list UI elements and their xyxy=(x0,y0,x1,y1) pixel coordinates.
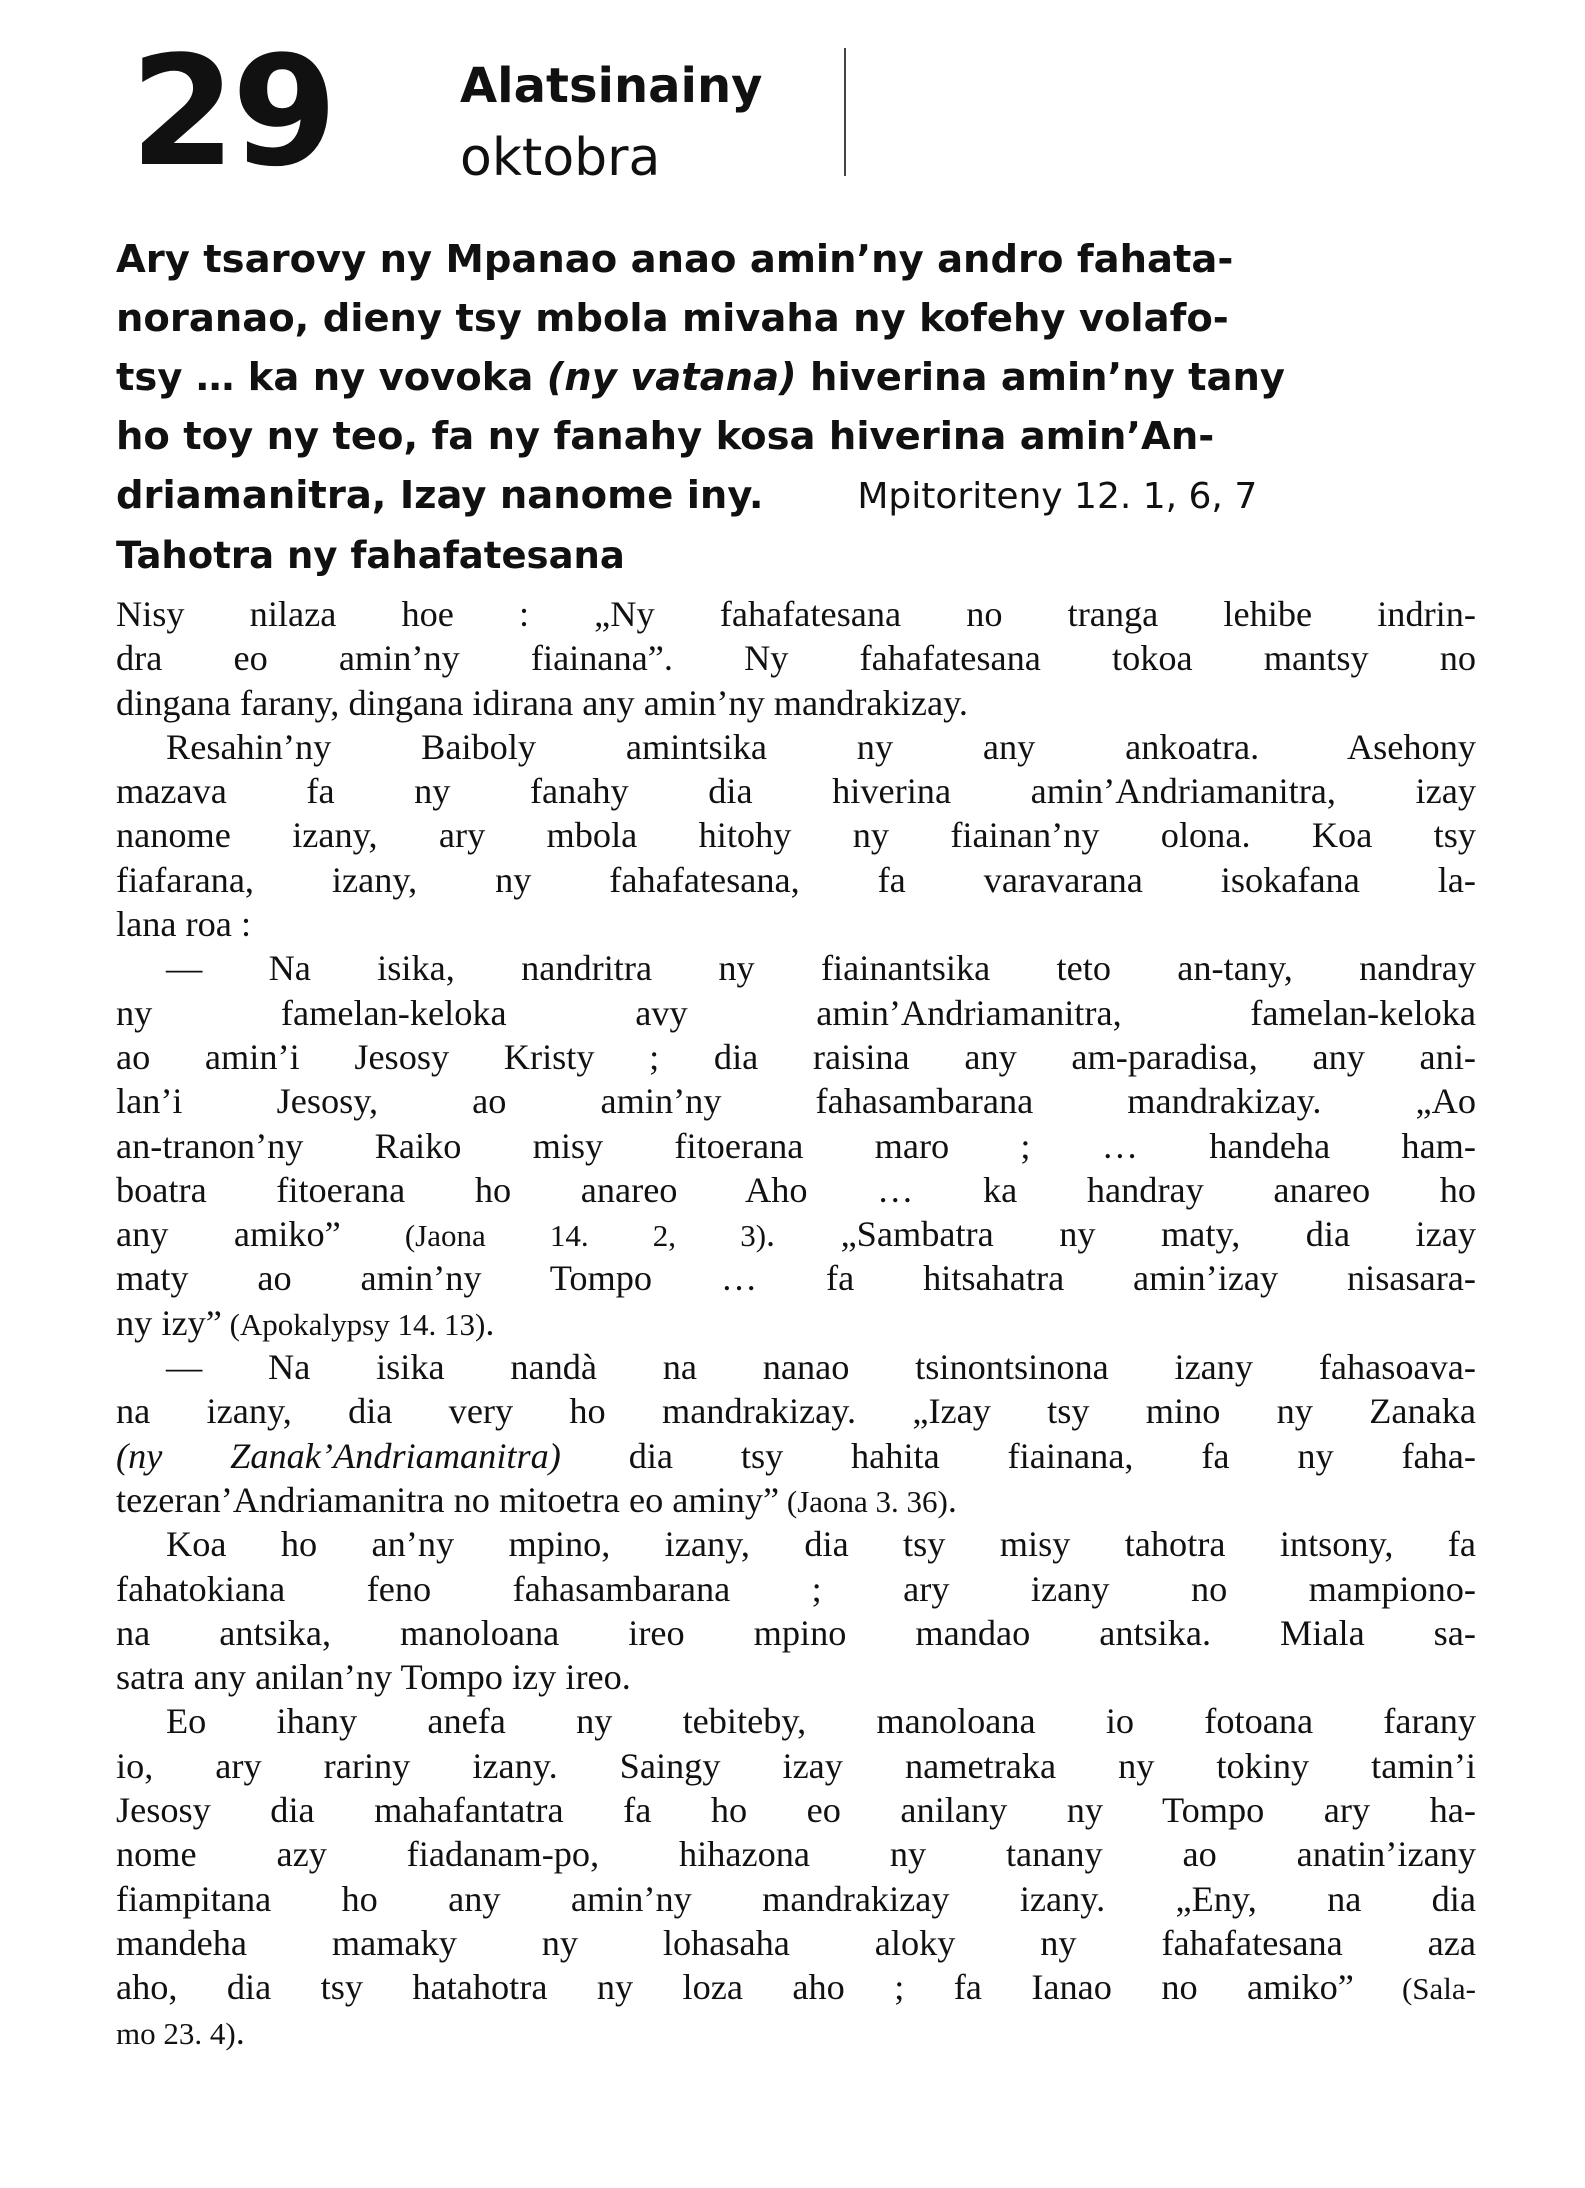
body-line: boatra fitoerana ho anareo Aho … ka handray anareo ho xyxy=(116,1169,1476,1210)
body-line: Jesosy dia mahafantatra fa ho eo anilany ny Tompo ary ha- xyxy=(116,1790,1476,1831)
body-line: fiafarana, izany, ny fahafatesana, fa varavarana isokafana la- xyxy=(116,859,1476,900)
body-line: ao amin’i Jesosy Kristy ; dia raisina any am-paradisa, any ani- xyxy=(116,1036,1476,1077)
body-gloss: (ny Zanak’Andriamanitra) xyxy=(116,1435,561,1476)
body-line: Eo ihany anefa ny tebiteby, manoloana io fotoana farany xyxy=(166,1701,1476,1742)
body-line: satra any anilan’ny Tompo izy ireo. xyxy=(116,1657,631,1698)
body-line xyxy=(116,1301,1476,1345)
body-line xyxy=(116,1965,1476,2009)
body-line: dra eo amin’ny fiainana”. Ny fahafatesana tokoa mantsy no xyxy=(116,638,1476,679)
date-header xyxy=(130,23,870,200)
body-line: — Na isika, nandritra ny fiainantsika teto an-tany, nandray xyxy=(166,948,1476,989)
body-line xyxy=(116,1212,1476,1256)
header-divider xyxy=(844,48,846,176)
body-line: Resahin’ny Baiboly amintsika ny any ankoatra. Asehony xyxy=(166,726,1476,767)
body-line: maty ao amin’ny Tompo … fa hitsahatra amin’izay nisasara- xyxy=(116,1258,1476,1299)
body-line xyxy=(116,1478,1476,1522)
body-text: . „Sambatra ny maty, dia izay xyxy=(766,1214,1477,1255)
body-line: nome azy fiadanam-po, hihazona ny tanany ao anatin’izany xyxy=(116,1834,1476,1875)
verse-gloss: (ny vatana) xyxy=(546,355,797,400)
body-line xyxy=(116,2010,1476,2054)
body-text: any amiko” xyxy=(116,1214,341,1255)
weekday: Alatsinainy xyxy=(460,58,763,114)
verse-line: noranao, dieny tsy mbola mivaha ny kofehy volafo- xyxy=(116,296,1229,341)
verse-reference: Mpitoriteny 12. 1, 6, 7 xyxy=(857,476,1258,517)
body-line: fiampitana ho any amin’ny mandrakizay izany. „Eny, na dia xyxy=(116,1878,1476,1919)
verse-line: Ary tsarovy ny Mpanao anao amin’ny andro fahata- xyxy=(116,237,1234,282)
scripture-reference: (Jaona 14. 2, 3) xyxy=(340,1218,767,1254)
body-line: lana roa : xyxy=(116,904,252,945)
body-line: na izany, dia very ho mandrakizay. „Izay tsy mino ny Zanaka xyxy=(116,1391,1476,1432)
body-line: dingana farany, dingana idirana any amin’ny mandrakizay. xyxy=(116,682,968,723)
verse-text: hiverina amin’ny tany xyxy=(796,355,1285,400)
body-line: io, ary rariny izany. Saingy izay nametraka ny tokiny tamin’i xyxy=(116,1745,1476,1786)
scripture-reference: (Apokalypsy 14. 13) xyxy=(221,1306,486,1342)
month: oktobra xyxy=(460,128,661,188)
verse-line xyxy=(116,348,1486,407)
body-line: Nisy nilaza hoe : „Ny fahafatesana no tranga lehibe indrin- xyxy=(116,594,1476,634)
body-line: na antsika, manoloana ireo mpino mandao antsika. Miala sa- xyxy=(116,1612,1476,1653)
scripture-reference: mo 23. 4) xyxy=(116,2015,236,2051)
body-line: — Na isika nandà na nanao tsinontsinona izany fahasoava- xyxy=(166,1347,1476,1388)
verse-text: tsy … ka ny vovoka xyxy=(116,355,547,400)
body-text: ny izy” xyxy=(116,1302,222,1343)
scripture-reference: (Sala- xyxy=(1353,1971,1476,2007)
verse-line xyxy=(116,466,1486,526)
verse-line: ho toy ny teo, fa ny fanahy kosa hiverina amin’An- xyxy=(116,414,1215,459)
body-line: an-tranon’ny Raiko misy fitoerana maro ; … handeha ham- xyxy=(116,1125,1476,1166)
body-text: aho, dia tsy hatahotra ny loza aho ; fa Ianao no amiko” xyxy=(116,1967,1354,2008)
verse-text: driamanitra, Izay nanome iny. xyxy=(116,473,764,518)
body-text: tezeran’Andriamanitra no mitoetra eo aminy” xyxy=(116,1479,780,1520)
body-line: fahatokiana feno fahasambarana ; ary izany no mampiono- xyxy=(116,1568,1476,1609)
body-line: Koa ho an’ny mpino, izany, dia tsy misy tahotra intsony, fa xyxy=(166,1524,1476,1565)
body-text: . xyxy=(235,2011,245,2052)
body-text: dia tsy hahita fiainana, fa ny faha- xyxy=(560,1435,1477,1476)
devotional-body xyxy=(116,592,1476,2054)
day-number: 29 xyxy=(130,23,334,200)
daily-verse xyxy=(116,230,1486,526)
scripture-reference: (Jaona 3. 36) xyxy=(779,1483,948,1519)
body-line: nanome izany, ary mbola hitohy ny fiainan’ny olona. Koa tsy xyxy=(116,815,1476,856)
body-line: mazava fa ny fanahy dia hiverina amin’Andriamanitra, izay xyxy=(116,771,1476,812)
body-line: lan’i Jesosy, ao amin’ny fahasambarana mandrakizay. „Ao xyxy=(116,1081,1476,1122)
section-title: Tahotra ny fahafatesana xyxy=(116,534,625,577)
body-text: . xyxy=(947,1479,957,1520)
body-text: . xyxy=(485,1302,495,1343)
body-line xyxy=(116,1434,1476,1478)
body-line: mandeha mamaky ny lohasaha aloky ny fahafatesana aza xyxy=(116,1922,1476,1963)
body-line: ny famelan-keloka avy amin’Andriamanitra, famelan-keloka xyxy=(116,992,1476,1033)
